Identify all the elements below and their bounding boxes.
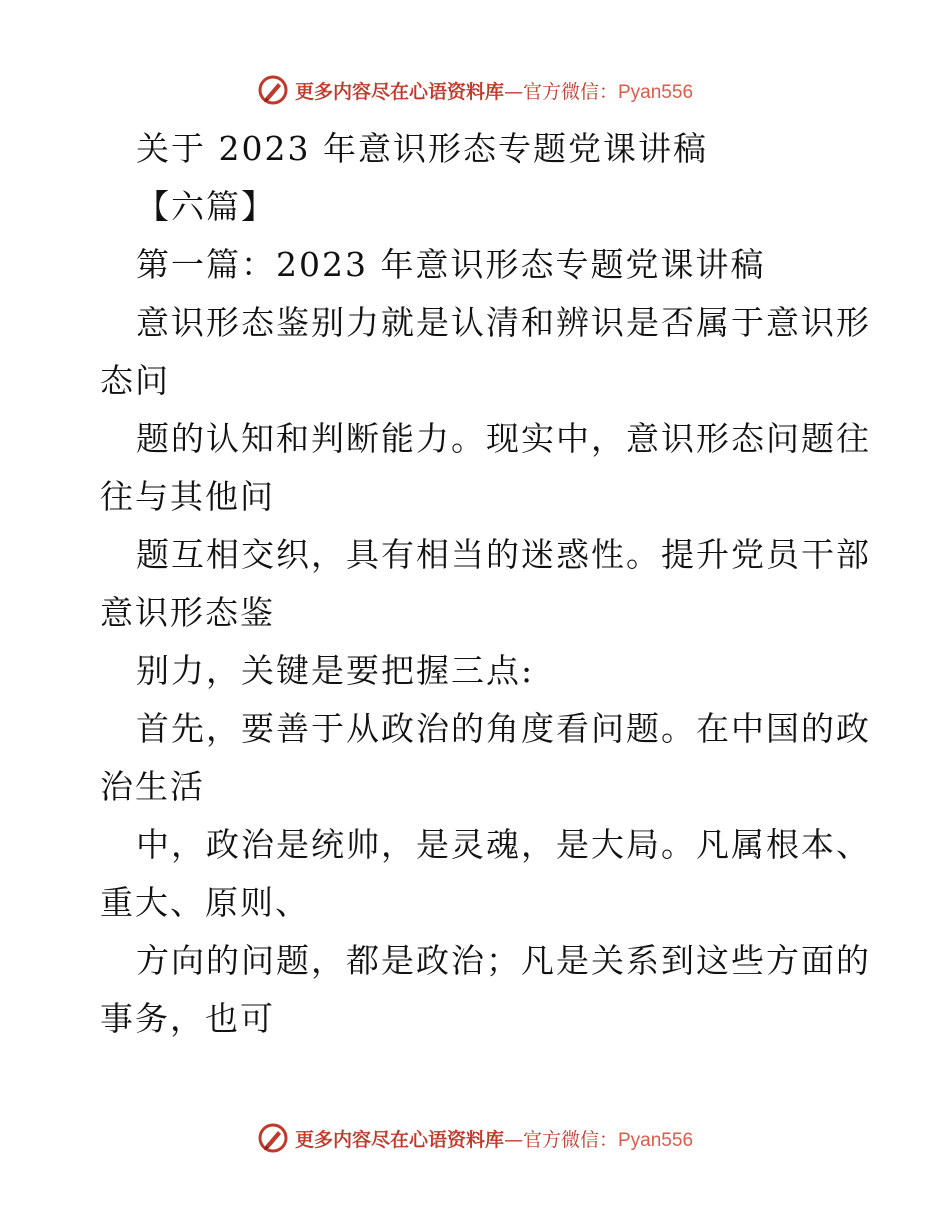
document-body	[100, 120, 871, 1048]
paragraph-line: 方向的问题，都是政治；凡是关系到这些方面的	[136, 941, 871, 980]
paragraph-line: 首先，要善于从政治的角度看问题。在中国的政	[136, 709, 871, 748]
paragraph-line: 意识形态鉴别力就是认清和辨识是否属于意识形	[136, 303, 871, 342]
watermark-text	[295, 77, 693, 104]
footer-watermark	[0, 1118, 950, 1158]
watermark-group	[257, 1122, 693, 1154]
paragraph-line: 中，政治是统帅，是灵魂，是大局。凡属根本、	[136, 825, 871, 864]
paragraph-line: 治生活	[100, 767, 205, 806]
watermark-site-text: 更多内容尽在心语资料库	[294, 1128, 504, 1151]
pen-logo-icon	[257, 74, 289, 106]
watermark-site-text: 更多内容尽在心语资料库	[294, 80, 504, 103]
document-title-line-1: 关于 2023 年意识形态专题党课讲稿	[136, 129, 708, 168]
watermark-text	[295, 1125, 693, 1152]
paragraph-line: 意识形态鉴	[100, 593, 275, 632]
paragraph-line: 题互相交织，具有相当的迷惑性。提升党员干部	[136, 535, 871, 574]
watermark-group	[257, 74, 693, 106]
watermark-separator: —	[503, 1128, 523, 1151]
watermark-wechat-label: 官方微信：	[522, 80, 618, 103]
watermark-separator: —	[503, 80, 523, 103]
paragraph-line: 别力，关键是要把握三点:	[136, 651, 535, 690]
watermark-wechat-id: Pyan556	[618, 1129, 694, 1151]
paragraph-line: 态问	[100, 361, 170, 400]
paragraph-line: 事务，也可	[100, 999, 275, 1038]
paragraph-line: 重大、原则、	[100, 883, 310, 922]
paragraph-line: 题的认知和判断能力。现实中，意识形态问题往	[136, 419, 871, 458]
watermark-wechat-label: 官方微信：	[522, 1128, 618, 1151]
section-heading: 第一篇：2023 年意识形态专题党课讲稿	[136, 245, 766, 284]
document-title-line-2: 【六篇】	[136, 187, 276, 226]
pen-logo-icon	[257, 1122, 289, 1154]
header-watermark	[0, 70, 950, 110]
watermark-wechat-id: Pyan556	[618, 81, 694, 103]
paragraph-line: 往与其他问	[100, 477, 275, 516]
